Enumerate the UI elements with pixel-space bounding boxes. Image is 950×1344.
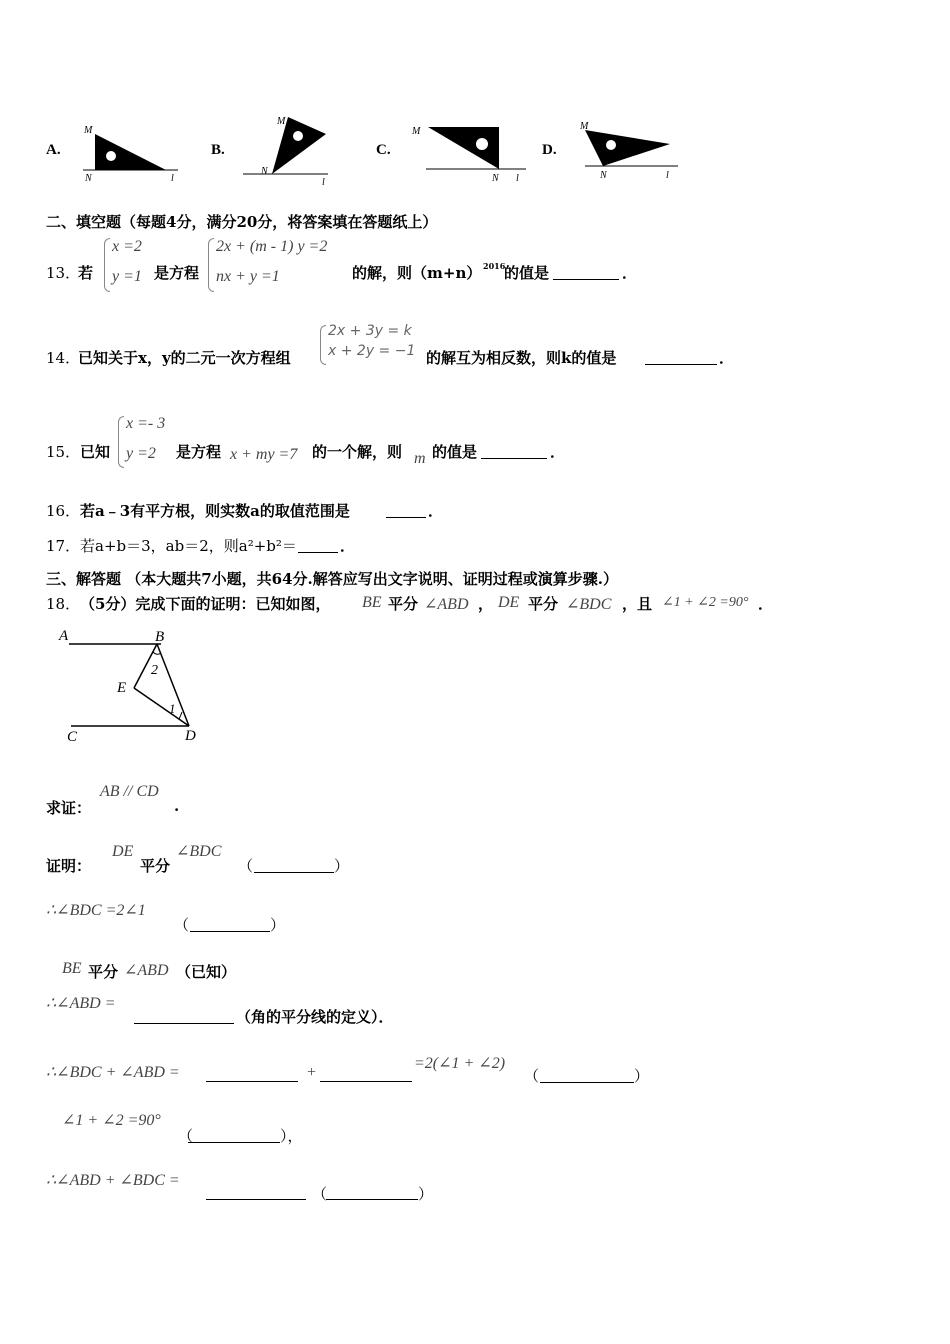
q13-answer-blank[interactable]	[553, 278, 619, 280]
q15-end: ．	[550, 443, 566, 461]
label-c: C	[67, 729, 78, 745]
prove-math: AB // CD	[100, 783, 159, 800]
proof-l6-paren-open: （	[178, 1127, 194, 1145]
option-a-figure	[78, 120, 188, 185]
proof-l6-paren-close: ），	[280, 1127, 303, 1145]
label-a: A	[59, 628, 69, 644]
proof-l4-math: ∴∠ABD =	[46, 995, 116, 1012]
q18-number: 18．	[46, 595, 81, 613]
section2-heading: 二、填空题（每题4分，满分20分，将答案填在答题纸上）	[46, 213, 438, 231]
q13-system-brace	[208, 238, 214, 292]
prove-end: .	[174, 797, 180, 815]
label-l: l	[322, 177, 325, 188]
q18-t2: 平分	[528, 595, 559, 613]
proof-l7-paren-open: （	[312, 1185, 328, 1203]
label-b: B	[155, 629, 165, 645]
q13-end: ．	[622, 264, 638, 282]
proof-l1-blank[interactable]	[254, 871, 334, 873]
option-a-label: A.	[46, 142, 61, 158]
proof-l5-blank-3[interactable]	[540, 1081, 634, 1083]
q16-end: ．	[428, 502, 444, 520]
proof-l6-math: ∠1 + ∠2 =90°	[62, 1112, 161, 1129]
q14-eq2: x + 2y = −1	[328, 343, 416, 359]
q18-t1: 平分	[388, 595, 419, 613]
option-d-label: D.	[542, 142, 557, 158]
proof-l3-be: BE	[62, 960, 82, 977]
q15-answer-blank[interactable]	[481, 457, 547, 459]
option-c-label: C.	[376, 142, 391, 158]
proof-l2-math: ∴∠BDC =2∠1	[46, 902, 146, 919]
q13-eq1: 2x + (m - 1) y =2	[216, 238, 328, 255]
q13-mid: 是方程	[154, 264, 200, 282]
proof-l5-blank-2[interactable]	[320, 1080, 412, 1082]
option-b-label: B.	[211, 142, 225, 158]
q18-angle-sum: ∠1 + ∠2 =90°	[662, 595, 749, 610]
q17-text: 若a+b＝3，ab＝2，则a²+b²＝	[80, 537, 297, 555]
option-c-figure	[408, 118, 548, 186]
proof-l1-paren-open: （	[238, 857, 254, 875]
proof-l4-blank[interactable]	[134, 1022, 234, 1024]
q14-number: 14．	[46, 349, 81, 367]
label-m: M	[277, 116, 286, 127]
q17-number: 17．	[46, 537, 81, 555]
q14-system-brace	[320, 325, 326, 365]
option-d-figure	[570, 118, 685, 186]
label-n: N	[85, 173, 92, 184]
q18-abd: ∠ABD	[424, 596, 469, 613]
proof-l7-math: ∴∠ABD + ∠BDC =	[46, 1172, 180, 1189]
q18-end: ．	[758, 595, 774, 613]
q15-sol-x: x =- 3	[126, 415, 166, 432]
label-d: D	[185, 728, 196, 744]
proof-l5-eq: =2(∠1 + ∠2)	[414, 1055, 506, 1072]
q15-sol-y: y =2	[126, 445, 156, 462]
proof-l5-blank-1[interactable]	[206, 1080, 298, 1082]
proof-l2-blank[interactable]	[190, 930, 270, 932]
proof-l5-plus: +	[306, 1064, 317, 1081]
q14-text: 已知关于x，y的二元一次方程组	[78, 349, 291, 367]
q17-end: ．	[340, 537, 356, 555]
q16-answer-blank[interactable]	[386, 516, 426, 518]
label-n: N	[600, 170, 607, 181]
q16-text: 若a﹣3有平方根，则实数a的取值范围是	[80, 502, 350, 520]
triangle-shape	[95, 134, 166, 170]
proof-l5-paren-open: （	[524, 1067, 540, 1085]
triangle-shape	[585, 130, 670, 166]
label-e: E	[117, 680, 127, 696]
q15-tail: 的值是	[432, 443, 478, 461]
q18-comma: ，	[478, 595, 494, 613]
label-n: N	[492, 173, 499, 184]
q13-number: 13．	[46, 264, 81, 282]
q15-var: m	[414, 450, 426, 467]
q18-t3: ，且	[622, 595, 653, 613]
q15-prefix: 已知	[80, 443, 111, 461]
label-n: N	[261, 166, 268, 177]
triangle-shape	[428, 127, 499, 169]
label-m: M	[412, 126, 421, 137]
q18-text: （5分）完成下面的证明：已知如图，	[80, 595, 331, 613]
label-angle-2: 2	[151, 663, 158, 678]
q14-eq1: 2x + 3y = k	[328, 323, 412, 339]
proof-l2-paren-close: ）	[270, 916, 286, 934]
label-m: M	[84, 125, 93, 136]
proof-l3-abd: ∠ABD	[124, 962, 169, 979]
q16-number: 16．	[46, 502, 81, 520]
q13-suffix: 的解，则（m+n）	[352, 264, 482, 282]
q15-number: 15．	[46, 443, 81, 461]
proof-l3-text: 平分	[88, 963, 119, 981]
q17-answer-blank[interactable]	[298, 551, 338, 553]
q14-answer-blank[interactable]	[645, 363, 717, 365]
proof-l7-blank-1[interactable]	[206, 1198, 306, 1200]
q13-exponent: 2016	[483, 261, 506, 271]
q18-be: BE	[362, 594, 382, 611]
q15-solution-brace	[118, 416, 124, 468]
segment-ed	[134, 688, 189, 726]
proof-l1-text: 平分	[140, 857, 171, 875]
q13-solution-brace	[104, 238, 110, 292]
proof-l7-paren-close: ）	[418, 1185, 434, 1203]
label-m: M	[580, 121, 589, 132]
proof-l3-reason: （已知）	[176, 963, 237, 981]
triangle-hole	[606, 140, 616, 150]
label-l: l	[171, 173, 174, 184]
proof-l2-paren-open: （	[174, 916, 190, 934]
q14-end: ．	[719, 349, 735, 367]
q13-tail: 的值是	[504, 264, 550, 282]
q13-prefix: 若	[78, 264, 94, 282]
prove-label: 求证：	[46, 799, 92, 817]
proof-l7-blank-2[interactable]	[326, 1198, 418, 1200]
triangle-hole	[476, 138, 488, 150]
proof-l4-reason: （角的平分线的定义）．	[236, 1008, 394, 1026]
proof-l1-paren-close: ）	[334, 857, 350, 875]
q15-eq: x + my =7	[230, 446, 298, 463]
q14-suffix: 的解互为相反数，则k的值是	[426, 349, 617, 367]
q18-figure	[55, 622, 215, 747]
label-l: l	[666, 170, 669, 181]
q18-bdc: ∠BDC	[566, 596, 612, 613]
label-l: l	[516, 173, 519, 184]
q15-mid2: 的一个解，则	[312, 443, 403, 461]
q15-mid: 是方程	[176, 443, 222, 461]
proof-l1-de: DE	[112, 843, 134, 860]
q18-de: DE	[498, 594, 520, 611]
section3-heading: 三、解答题 （本大题共7小题，共64分.解答应写出文字说明、证明过程或演算步骤.）	[46, 570, 618, 588]
label-angle-1: 1	[169, 701, 176, 716]
proof-l5-math: ∴∠BDC + ∠ABD =	[46, 1064, 180, 1081]
option-b-figure	[240, 112, 340, 190]
q13-sol-y: y =1	[112, 268, 142, 285]
proof-l5-paren-close: ）	[634, 1067, 650, 1085]
triangle-hole	[106, 151, 116, 161]
proof-label: 证明：	[46, 857, 92, 875]
angle-1-arc	[179, 712, 182, 719]
proof-l6-blank[interactable]	[188, 1141, 280, 1143]
proof-l1-bdc: ∠BDC	[176, 843, 222, 860]
triangle-hole	[293, 131, 303, 141]
q13-eq2: nx + y =1	[216, 268, 280, 285]
q13-sol-x: x =2	[112, 238, 142, 255]
